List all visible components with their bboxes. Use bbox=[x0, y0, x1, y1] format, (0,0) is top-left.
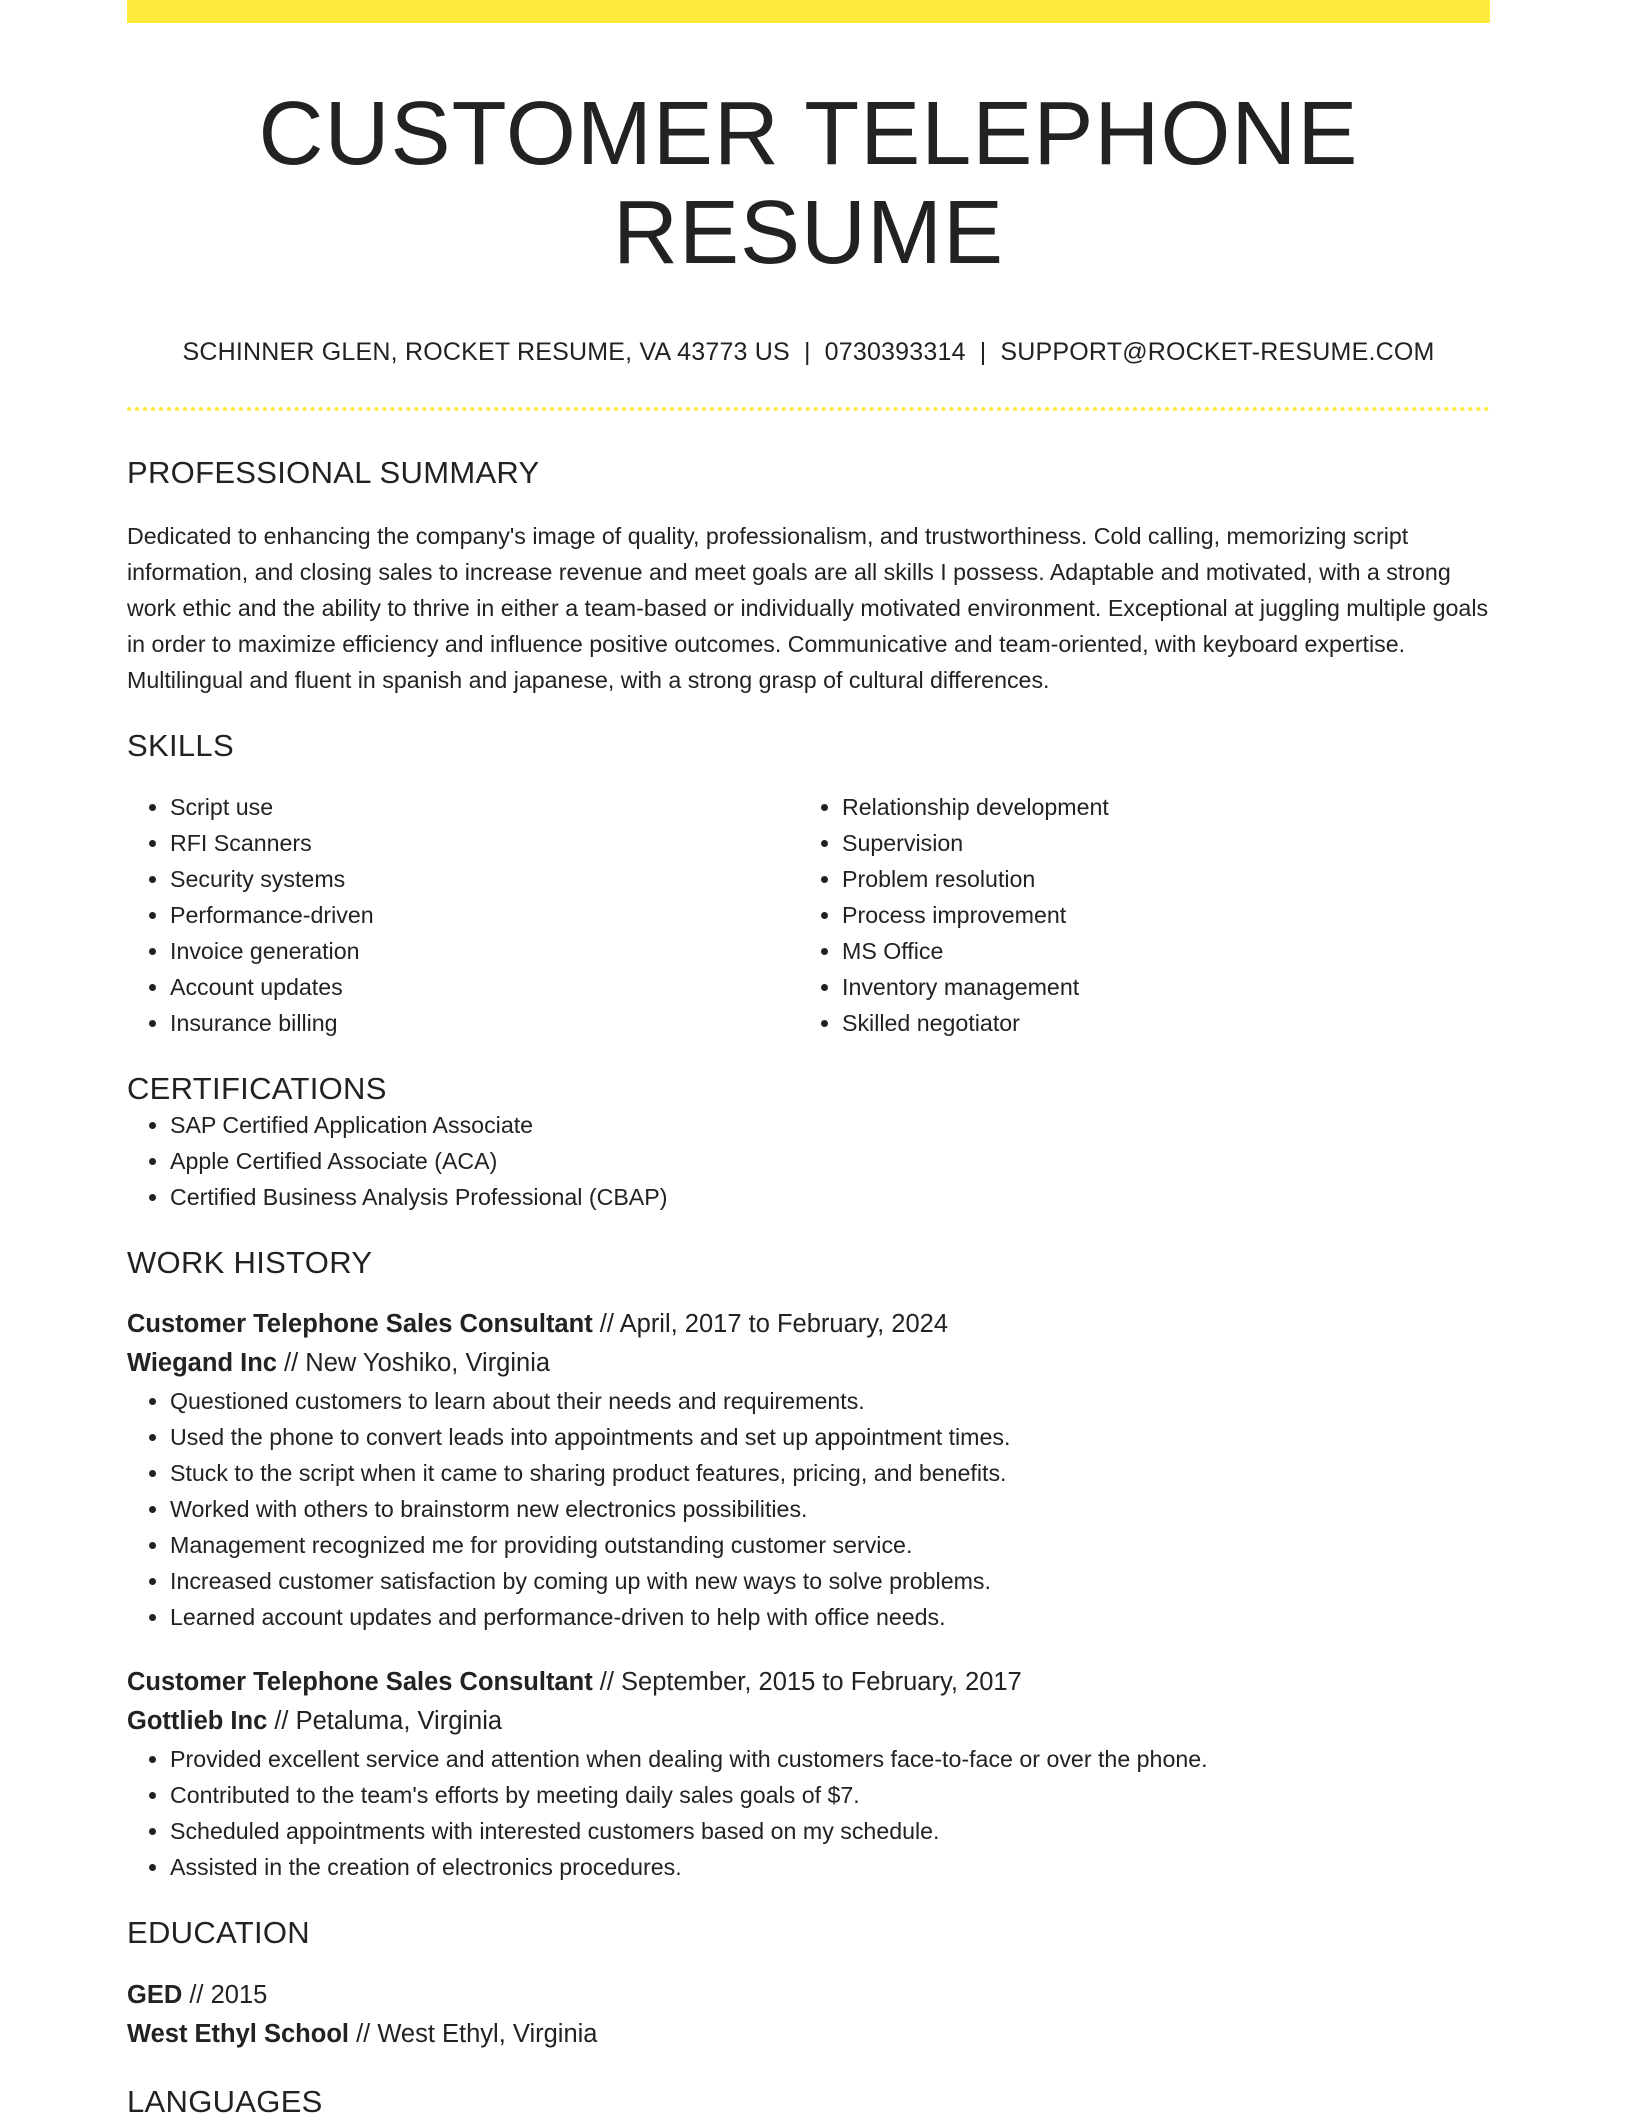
accent-top-bar bbox=[127, 0, 1490, 23]
job-bullet: • Assisted in the creation of electronics procedures. bbox=[170, 1849, 1490, 1885]
skill-item: • Supervision bbox=[842, 825, 1471, 861]
contact-address: SCHINNER GLEN, ROCKET RESUME, VA 43773 US bbox=[182, 338, 790, 366]
delimiter: // bbox=[592, 1310, 620, 1338]
delimiter: // bbox=[267, 1707, 296, 1735]
job-bullets bbox=[127, 1741, 1490, 1885]
summary-heading: PROFESSIONAL SUMMARY bbox=[127, 455, 540, 490]
job-bullet: • Management recognized me for providing outstanding customer service. bbox=[170, 1527, 1490, 1563]
certification-item: • SAP Certified Application Associate bbox=[170, 1107, 1490, 1143]
job-company-line bbox=[127, 1344, 1490, 1383]
skills-grid bbox=[127, 789, 1490, 1041]
languages-heading: LANGUAGES bbox=[127, 2084, 323, 2119]
job-bullet: • Worked with others to brainstorm new electronics possibilities. bbox=[170, 1491, 1490, 1527]
job-bullet: • Learned account updates and performance-driven to help with office needs. bbox=[170, 1599, 1490, 1635]
certification-item: • Apple Certified Associate (ACA) bbox=[170, 1143, 1490, 1179]
job-bullet: • Questioned customers to learn about their needs and requirements. bbox=[170, 1383, 1490, 1419]
job-bullet: • Increased customer satisfaction by coming up with new ways to solve problems. bbox=[170, 1563, 1490, 1599]
job-bullet: • Scheduled appointments with interested customers based on my schedule. bbox=[170, 1813, 1490, 1849]
certifications-heading: CERTIFICATIONS bbox=[127, 1071, 387, 1106]
job-dates: September, 2015 to February, 2017 bbox=[621, 1668, 1022, 1696]
job-company: Wiegand Inc bbox=[127, 1349, 277, 1377]
job-bullet: • Stuck to the script when it came to sharing product features, pricing, and benefits. bbox=[170, 1455, 1490, 1491]
skill-item: • Invoice generation bbox=[170, 933, 799, 969]
job-dates: April, 2017 to February, 2024 bbox=[619, 1310, 949, 1338]
education-heading: EDUCATION bbox=[127, 1915, 310, 1950]
skill-item: • Inventory management bbox=[842, 969, 1471, 1005]
resume-page bbox=[127, 0, 1490, 2120]
job-bullets bbox=[127, 1383, 1490, 1635]
skills-list-left bbox=[127, 789, 799, 1041]
education-location: West Ethyl, Virginia bbox=[377, 2020, 598, 2048]
education-year: 2015 bbox=[210, 1981, 268, 2009]
job-company-line bbox=[127, 1702, 1490, 1741]
job-title-line bbox=[127, 1663, 1490, 1702]
job-location: New Yoshiko, Virginia bbox=[305, 1349, 551, 1377]
education-degree: GED bbox=[127, 1981, 183, 2009]
job-company: Gottlieb Inc bbox=[127, 1707, 268, 1735]
contact-separator: | bbox=[803, 338, 811, 366]
certifications-list bbox=[127, 1107, 1490, 1215]
skill-item: • Process improvement bbox=[842, 897, 1471, 933]
contact-email: SUPPORT@ROCKET-RESUME.COM bbox=[1000, 338, 1435, 366]
job-bullet: • Provided excellent service and attention when dealing with customers face-to-face or over the phone. bbox=[170, 1741, 1490, 1777]
education-degree-line bbox=[127, 1976, 1490, 2015]
job-location: Petaluma, Virginia bbox=[295, 1707, 503, 1735]
certification-item: • Certified Business Analysis Professional (CBAP) bbox=[170, 1179, 1490, 1215]
work-history-heading: WORK HISTORY bbox=[127, 1245, 373, 1280]
job-role: Customer Telephone Sales Consultant bbox=[127, 1668, 593, 1696]
skill-item: • Insurance billing bbox=[170, 1005, 799, 1041]
skill-item: • Relationship development bbox=[842, 789, 1471, 825]
skill-item: • MS Office bbox=[842, 933, 1471, 969]
contact-separator: | bbox=[979, 338, 987, 366]
job-bullet: • Contributed to the team's efforts by meeting daily sales goals of $7. bbox=[170, 1777, 1490, 1813]
summary-paragraph: Dedicated to enhancing the company's image of quality, professionalism, and trustworthiness. Cold calling, memorizing script information, and closing sales to increase revenue and meet goals are all skills I possess. Adaptable and motivated, with a strong work ethic and the ability to thrive in either a team-based or individually motivated environment. Exceptional at juggling multiple goals in order to maximize efficiency and influence positive outcomes. Communicative and team-oriented, with keyboard expertise. Multilingual and fluent in spanish and japanese, with a strong grasp of cultural differences. bbox=[127, 523, 1489, 693]
skill-item: • Script use bbox=[170, 789, 799, 825]
skills-heading: SKILLS bbox=[127, 728, 234, 763]
skill-item: • RFI Scanners bbox=[170, 825, 799, 861]
education-school-line bbox=[127, 2015, 1490, 2054]
education-school: West Ethyl School bbox=[127, 2020, 349, 2048]
skill-item: • Performance-driven bbox=[170, 897, 799, 933]
skills-list-right bbox=[799, 789, 1471, 1041]
job-bullet: • Used the phone to convert leads into appointments and set up appointment times. bbox=[170, 1419, 1490, 1455]
delimiter: // bbox=[182, 1981, 211, 2009]
skill-item: • Security systems bbox=[170, 861, 799, 897]
delimiter: // bbox=[592, 1668, 622, 1696]
delimiter: // bbox=[348, 2020, 378, 2048]
contact-phone: 0730393314 bbox=[824, 338, 966, 366]
skill-item: • Skilled negotiator bbox=[842, 1005, 1471, 1041]
contact-line bbox=[127, 338, 1490, 367]
job-role: Customer Telephone Sales Consultant bbox=[127, 1310, 593, 1338]
job-title-line bbox=[127, 1305, 1490, 1344]
dotted-divider bbox=[127, 407, 1490, 411]
skill-item: • Account updates bbox=[170, 969, 799, 1005]
resume-title: CUSTOMER TELEPHONE RESUME bbox=[258, 84, 1359, 283]
delimiter: // bbox=[276, 1349, 306, 1377]
skill-item: • Problem resolution bbox=[842, 861, 1471, 897]
